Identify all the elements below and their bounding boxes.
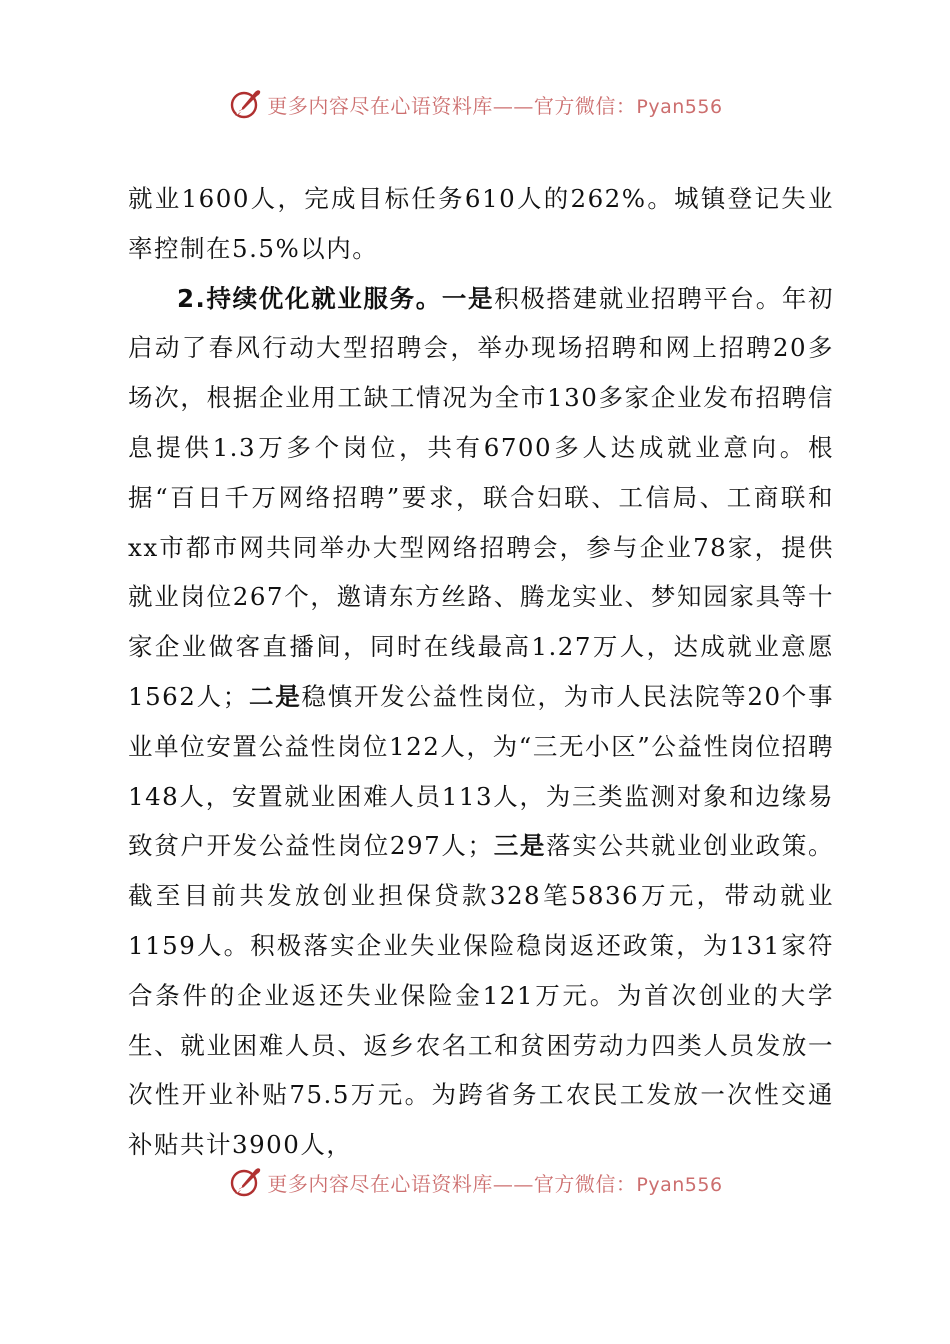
header-wechat-id: Pyan556 (636, 95, 723, 118)
footer-banner (0, 1162, 950, 1202)
header-banner-text (267, 90, 722, 119)
paragraph-2-text-1: 积极搭建就业招聘平台。年初启动了春风行动大型招聘会，举办现场招聘和网上招聘20多场次，根据企业用工缺工情况为全市130多家企业发布招聘信息提供1.3万多个岗位，共有6700多人达成就业意向。根据“百日千万网络招聘”要求，联合妇联、工信局、工商联和xx市都市网共同举办大型网络招聘会，参与企业78家，提供就业岗位267个，邀请东方丝路、腾龙实业、梦知园家具等十家企业做客直播间，同时在线最高1.27万人，达成就业意愿1562人； (128, 283, 835, 711)
lead-second: 二是 (248, 681, 302, 711)
header-dash: —— (492, 93, 534, 118)
lead-third: 三是 (493, 831, 547, 861)
quill-logo-icon (227, 1164, 263, 1200)
footer-wechat-id: Pyan556 (636, 1173, 723, 1196)
paragraph-2-text-2: 稳慎开发公益性岗位，为市人民法院等20个事业单位安置公益性岗位122人，为“三无小区”公益性岗位招聘148人，安置就业困难人员113人，为三类监测对象和边缘易致贫户开发公益性岗位297人； (128, 681, 834, 861)
quill-logo-icon (227, 86, 263, 122)
header-banner (0, 84, 950, 124)
footer-banner-text (267, 1168, 722, 1197)
document-body (128, 174, 834, 1170)
section-heading: 2.持续优化就业服务。 (177, 283, 442, 313)
footer-wechat-label: 官方微信： (533, 1171, 637, 1196)
paragraph-2-text-3: 落实公共就业创业政策。截至目前共发放创业担保贷款328笔5836万元，带动就业1159人。积极落实企业失业保险稳岗返还政策，为131家符合条件的企业返还失业保险金121万元。为首次创业的大学生、就业困难人员、返乡农名工和贫困劳动力四类人员发放一次性开业补贴75.5万元。为跨省务工农民工发放一次性交通补贴共计3900人， (128, 831, 835, 1160)
lead-first: 一是 (441, 283, 495, 313)
footer-site-text: 更多内容尽在心语资料库 (267, 1171, 493, 1196)
header-wechat-label: 官方微信： (533, 93, 637, 118)
paragraph-1: 就业1600人，完成目标任务610人的262%。城镇登记失业率控制在5.5%以内。 (128, 184, 834, 263)
paragraph-2 (128, 274, 834, 1170)
header-site-text: 更多内容尽在心语资料库 (267, 93, 493, 118)
footer-dash: —— (492, 1171, 534, 1196)
